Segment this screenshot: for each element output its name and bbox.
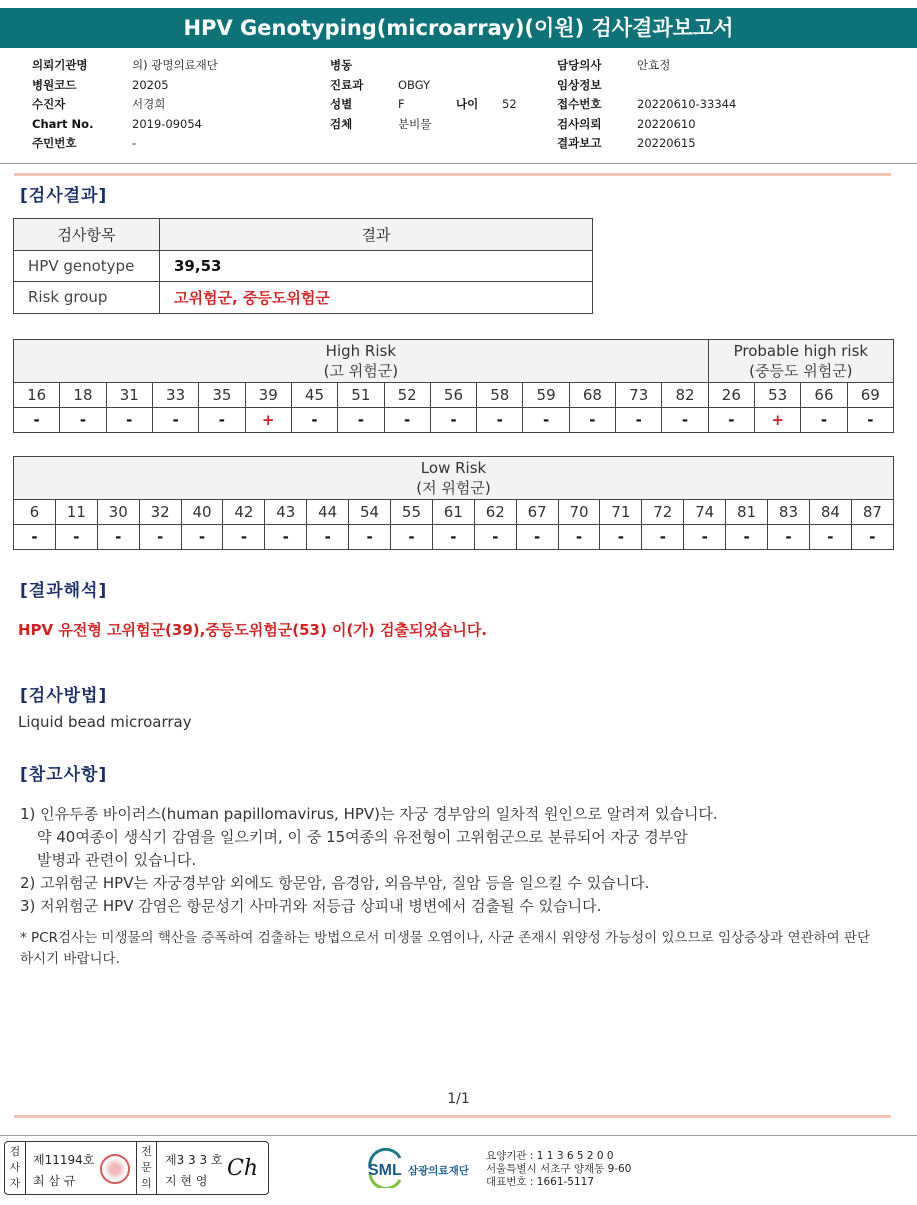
genotype-positive-mark: + <box>755 408 801 433</box>
label-age: 나이 <box>456 97 479 111</box>
result-item-risk-group: Risk group <box>14 282 160 314</box>
genotype-negative-mark: - <box>14 525 56 550</box>
high-risk-header <box>14 340 709 383</box>
high-risk-subtitle: (고 위험군) <box>323 362 399 380</box>
genotype-number: 45 <box>291 383 337 408</box>
reference-line: 약 40여종이 생식기 감염을 일으키며, 이 중 15여종의 유전형이 고위험군으로 분류되어 자궁 경부암 <box>37 828 688 846</box>
genotype-negative-mark: - <box>265 525 307 550</box>
label-resident-no: 주민번호 <box>32 136 77 150</box>
reference-line: 1) 인유두종 바이러스(human papillomavirus, HPV)는 자궁 경부암의 일차적 원인으로 알려져 있습니다. <box>20 805 718 823</box>
genotype-number: 18 <box>60 383 106 408</box>
label-patient: 수진자 <box>32 97 66 111</box>
specialist-label: 전문의 <box>136 1142 157 1194</box>
table-row <box>14 282 593 314</box>
genotype-negative-mark: - <box>642 525 684 550</box>
genotype-number: 62 <box>474 500 516 525</box>
patient-info-col3 <box>557 56 736 154</box>
genotype-negative-mark: - <box>523 408 569 433</box>
divider <box>14 173 891 176</box>
genotype-negative-mark: - <box>569 408 615 433</box>
reference-line: 2) 고위험군 HPV는 자궁경부암 외에도 항문암, 음경암, 외음부암, 질암 등을 일으킬 수 있습니다. <box>20 874 650 892</box>
genotype-negative-mark: - <box>391 525 433 550</box>
label-receipt-no: 접수번호 <box>557 97 602 111</box>
specialist-license: 제3 3 3 호 <box>165 1153 223 1167</box>
org-name: 삼광의료재단 <box>408 1165 469 1177</box>
genotype-negative-mark: - <box>349 525 391 550</box>
low-risk-subtitle: (저 위험군) <box>416 479 491 497</box>
high-risk-marks-row <box>14 408 894 433</box>
genotype-number: 43 <box>265 500 307 525</box>
genotype-negative-mark: - <box>338 408 384 433</box>
section-method-heading: [검사방법] <box>20 686 108 706</box>
genotype-number: 61 <box>432 500 474 525</box>
reference-line: 발병과 관련이 있습니다. <box>37 851 197 869</box>
genotype-number: 30 <box>97 500 139 525</box>
label-doctor: 담당의사 <box>557 58 602 72</box>
genotype-negative-mark: - <box>558 525 600 550</box>
reference-list <box>20 803 718 918</box>
genotype-negative-mark: - <box>600 525 642 550</box>
genotype-number: 32 <box>139 500 181 525</box>
genotype-number: 6 <box>14 500 56 525</box>
genotype-number: 58 <box>477 383 523 408</box>
genotype-negative-mark: - <box>768 525 810 550</box>
value-patient: 서경희 <box>132 97 166 111</box>
section-result-heading: [검사결과] <box>20 186 108 206</box>
table-row <box>14 250 593 282</box>
value-sex: F <box>398 97 405 111</box>
genotype-number: 39 <box>245 383 291 408</box>
genotype-negative-mark: - <box>181 525 223 550</box>
label-report-date: 결과보고 <box>557 136 602 150</box>
genotype-positive-mark: + <box>245 408 291 433</box>
result-header-item: 검사항목 <box>14 219 160 251</box>
low-risk-title: Low Risk <box>420 459 487 477</box>
genotype-negative-mark: - <box>291 408 337 433</box>
genotype-number: 68 <box>569 383 615 408</box>
genotype-negative-mark: - <box>97 525 139 550</box>
genotype-number: 74 <box>684 500 726 525</box>
tester-label: 검사자 <box>5 1142 26 1194</box>
probable-high-risk-title: Probable high risk <box>733 342 869 360</box>
probable-high-risk-header <box>708 340 893 383</box>
genotype-number: 35 <box>199 383 245 408</box>
genotype-number: 40 <box>181 500 223 525</box>
method-text: Liquid bead microarray <box>18 713 192 731</box>
genotype-number: 26 <box>708 383 754 408</box>
genotype-negative-mark: - <box>847 408 893 433</box>
signature-box <box>4 1141 269 1195</box>
section-reference-heading: [참고사항] <box>20 765 108 785</box>
value-hospital-code: 20205 <box>132 77 169 92</box>
page-number: 1/1 <box>447 1091 470 1107</box>
genotype-number: 16 <box>14 383 60 408</box>
specialist-signature: Ch <box>227 1156 259 1181</box>
genotype-number: 72 <box>642 500 684 525</box>
label-institution: 의뢰기관명 <box>32 58 88 72</box>
genotype-negative-mark: - <box>60 408 106 433</box>
label-department: 진료과 <box>330 77 364 92</box>
address-line: 요양기관 : 1 1 3 6 5 2 0 0 <box>486 1150 614 1162</box>
value-age: 52 <box>502 97 517 111</box>
genotype-number: 56 <box>430 383 476 408</box>
value-resident-no: - <box>132 136 137 150</box>
genotype-number: 70 <box>558 500 600 525</box>
genotype-negative-mark: - <box>139 525 181 550</box>
result-table <box>13 218 593 314</box>
result-value-genotype: 39,53 <box>160 250 593 282</box>
label-request-date: 검사의뢰 <box>557 116 602 131</box>
genotype-negative-mark: - <box>384 408 430 433</box>
genotype-number: 44 <box>307 500 349 525</box>
low-risk-header <box>14 457 894 500</box>
value-specimen: 분비물 <box>398 116 432 131</box>
label-sex: 성별 <box>330 97 353 111</box>
genotype-negative-mark: - <box>809 525 851 550</box>
genotype-number: 73 <box>616 383 662 408</box>
divider <box>0 163 917 164</box>
divider <box>0 1135 917 1136</box>
genotype-negative-mark: - <box>199 408 245 433</box>
section-interpretation-heading: [결과해석] <box>20 581 108 601</box>
tester-info <box>33 1150 94 1192</box>
high-risk-types-row <box>14 383 894 408</box>
genotype-negative-mark: - <box>477 408 523 433</box>
genotype-negative-mark: - <box>14 408 60 433</box>
value-doctor: 안효정 <box>637 58 671 72</box>
org-address <box>486 1150 631 1189</box>
genotype-number: 81 <box>726 500 768 525</box>
value-receipt-no: 20220610-33344 <box>637 97 737 111</box>
result-header-result: 결과 <box>160 219 593 251</box>
genotype-negative-mark: - <box>432 525 474 550</box>
label-ward: 병동 <box>330 58 353 72</box>
genotype-negative-mark: - <box>684 525 726 550</box>
label-chart-no: Chart No. <box>32 116 94 131</box>
genotype-number: 71 <box>600 500 642 525</box>
patient-info-col1 <box>32 56 218 154</box>
genotype-negative-mark: - <box>55 525 97 550</box>
genotype-negative-mark: - <box>430 408 476 433</box>
genotype-number: 42 <box>223 500 265 525</box>
result-value-risk-group: 고위험군, 중등도위험군 <box>160 282 593 314</box>
genotype-negative-mark: - <box>474 525 516 550</box>
specialist-info <box>165 1150 223 1192</box>
logo-text: SML <box>368 1162 402 1179</box>
genotype-number: 83 <box>768 500 810 525</box>
value-department: OBGY <box>398 77 431 92</box>
genotype-number: 82 <box>662 383 708 408</box>
low-risk-marks-row <box>14 525 894 550</box>
report-title: HPV Genotyping(microarray)(이원) 검사결과보고서 <box>0 8 917 48</box>
genotype-number: 59 <box>523 383 569 408</box>
low-risk-types-row <box>14 500 894 525</box>
label-clinical-info: 임상정보 <box>557 77 602 92</box>
genotype-number: 54 <box>349 500 391 525</box>
genotype-number: 11 <box>55 500 97 525</box>
genotype-negative-mark: - <box>616 408 662 433</box>
genotype-negative-mark: - <box>307 525 349 550</box>
genotype-number: 51 <box>338 383 384 408</box>
genotype-negative-mark: - <box>106 408 152 433</box>
label-hospital-code: 병원코드 <box>32 77 77 92</box>
pcr-note: * PCR검사는 미생물의 핵산을 증폭하여 검출하는 방법으로서 미생물 오염이나, 사균 존재시 위양성 가능성이 있으므로 임상증상과 연관하여 판단하시기 바랍니다. <box>20 930 870 967</box>
genotype-negative-mark: - <box>662 408 708 433</box>
genotype-negative-mark: - <box>851 525 893 550</box>
interpretation-text: HPV 유전형 고위험군(39),중등도위험군(53) 이(가) 검출되었습니다. <box>18 621 488 639</box>
label-specimen: 검체 <box>330 116 353 131</box>
specialist-name: 지 현 영 <box>165 1174 208 1188</box>
tester-name: 최 삼 규 <box>33 1174 76 1188</box>
genotype-number: 33 <box>152 383 198 408</box>
tester-license: 제11194호 <box>33 1153 95 1167</box>
genotype-negative-mark: - <box>726 525 768 550</box>
patient-info-col2 <box>330 56 517 134</box>
genotype-number: 55 <box>391 500 433 525</box>
genotype-negative-mark: - <box>801 408 847 433</box>
value-report-date: 20220615 <box>637 136 696 150</box>
tester-seal-icon <box>100 1154 130 1184</box>
genotype-number: 69 <box>847 383 893 408</box>
probable-high-risk-subtitle: (중등도 위험군) <box>749 362 853 380</box>
genotype-number: 67 <box>516 500 558 525</box>
value-chart-no: 2019-09054 <box>132 116 202 131</box>
value-request-date: 20220610 <box>637 116 696 131</box>
reference-line: 3) 저위험군 HPV 감염은 항문성기 사마귀와 저등급 상피내 병변에서 검출될 수 있습니다. <box>20 897 602 915</box>
divider <box>14 1115 891 1118</box>
sml-logo-icon <box>366 1148 478 1188</box>
address-line: 대표번호 : 1661-5117 <box>486 1176 595 1188</box>
genotype-negative-mark: - <box>152 408 198 433</box>
high-risk-genotype-table <box>13 339 894 433</box>
genotype-negative-mark: - <box>708 408 754 433</box>
low-risk-genotype-table <box>13 456 894 550</box>
genotype-negative-mark: - <box>223 525 265 550</box>
result-item-genotype: HPV genotype <box>14 250 160 282</box>
genotype-number: 87 <box>851 500 893 525</box>
genotype-negative-mark: - <box>516 525 558 550</box>
genotype-number: 66 <box>801 383 847 408</box>
address-line: 서울특별시 서초구 양재동 9-60 <box>486 1163 632 1175</box>
genotype-number: 52 <box>384 383 430 408</box>
genotype-number: 31 <box>106 383 152 408</box>
high-risk-title: High Risk <box>325 342 397 360</box>
genotype-number: 84 <box>809 500 851 525</box>
value-institution: 의) 광명의료재단 <box>132 58 218 72</box>
genotype-number: 53 <box>755 383 801 408</box>
